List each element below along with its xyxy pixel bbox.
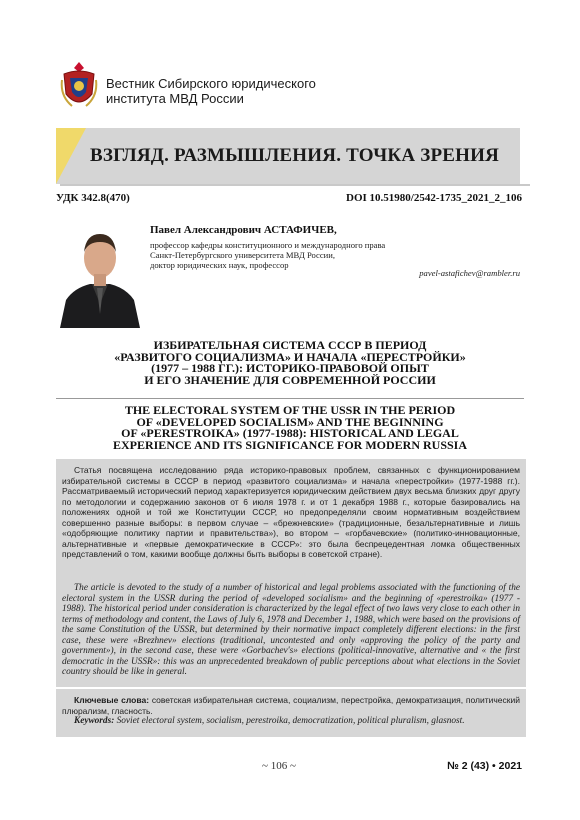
- author-affiliation-line: Санкт-Петербургского университета МВД России,: [150, 250, 336, 260]
- journal-title-line2: института МВД России: [106, 91, 244, 106]
- keywords-ru: [62, 695, 520, 716]
- title-ru-line: И ЕГО ЗНАЧЕНИЕ ДЛЯ СОВРЕМЕННОЙ РОССИИ: [144, 372, 436, 387]
- title-en-line: OF «DEVELOPED SOCIALISM» AND THE BEGINNING: [136, 414, 444, 429]
- author-name: Павел Александрович АСТАФИЧЕВ,: [150, 224, 337, 236]
- abstract-en: The article is devoted to the study of a number of historical and legal problems associated with the functioning of the electoral system in the USSR during the period of «developed socialism» and the beginning of «perestroika» (1977 - 1988). The historical period under consideration is characterized by the legal effect of two laws very close to each other in terms of methodology and content, the Laws of July 6, 1978 and December 1, 1988, which were based on the provisions of the same Constitution of the USSR, but determined by their normative impact completely different elections: in the first case, these were «Brezhnev» elections (traditional, uncontested and only «approving the policy of the party and government»), in the second case, these were «Gorbachev's» elections (political-innovative, alternative and « the first democratic in the USSR»: this was an unprecedented breakdown of public perceptions about what elections in the Soviet country should be like in general.: [62, 583, 520, 677]
- author-photo: [56, 218, 144, 328]
- keywords-ru-label: Ключевые слова:: [74, 695, 150, 705]
- banner-divider: [60, 184, 530, 186]
- journal-title-line1: Вестник Сибирского юридического: [106, 76, 316, 91]
- title-divider: [56, 398, 524, 399]
- keywords-en-text: Soviet electoral system, socialism, perestroika, democratization, political pluralism, glasnost.: [114, 716, 465, 726]
- udc-code: УДК 342.8(470): [56, 192, 130, 204]
- title-ru-line: «РАЗВИТОГО СОЦИАЛИЗМА» И НАЧАЛА «ПЕРЕСТРОЙКИ»: [114, 349, 466, 364]
- keywords-ru-text: советская избирательная система, социализм, перестройка, демократизация, политический плюрализм, гласность.: [62, 695, 520, 716]
- title-ru-line: ИЗБИРАТЕЛЬНАЯ СИСТЕМА СССР В ПЕРИОД: [153, 338, 427, 352]
- banner-accent: [56, 128, 86, 184]
- author-email[interactable]: pavel-astafichev@rambler.ru: [419, 268, 520, 278]
- abstract-ru: Статья посвящена исследованию ряда историко-правовых проблем, связанных с функционированием избирательной системы в СССР в период «развитого социализма» и начала «перестройки» (1977-1988 гг.). Рассматриваемый исторический период характеризуется юридическим действием двух весьма близких друг другу по методологии и содержанию законов от 6 июля 1978 г. и от 1 декабря 1988 г., которые базировались на положениях одной и той же Конституции СССР, но предопределяли своим нормативным воздействием совершенно разные выборы: в первом случае – «брежневские» (традиционные, безальтернативные и лишь «одобряющие политику партии и правительства»), во втором – «горбачевские» (политико-инновационные, альтернативные и «первые демократические в СССР»: это была беспрецедентная ломка общественных представлений о том, какими вообще должны быть выборы в советской стране).: [62, 465, 520, 559]
- title-en-line: EXPERIENCE AND ITS SIGNIFICANCE FOR MODERN RUSSIA: [112, 437, 468, 452]
- issue-number: № 2 (43) • 2021: [447, 760, 522, 772]
- author-affiliation-line: профессор кафедры конституционного и международного права: [150, 240, 386, 250]
- page-number: ~ 106 ~: [262, 760, 296, 772]
- section-title: ВЗГЛЯД. РАЗМЫШЛЕНИЯ. ТОЧКА ЗРЕНИЯ: [90, 145, 499, 166]
- title-ru-line: (1977 – 1988 ГГ.): ИСТОРИКО-ПРАВОВОЙ ОПЫТ: [151, 361, 429, 375]
- title-en-line: THE ELECTORAL SYSTEM OF THE USSR IN THE PERIOD: [124, 403, 456, 417]
- article-title-en: [56, 405, 524, 451]
- keywords-en-label: Keywords:: [74, 716, 115, 726]
- article-title-ru: [56, 340, 524, 386]
- author-affiliation-line: доктор юридических наук, профессор: [150, 260, 289, 270]
- journal-title: [106, 76, 316, 106]
- police-emblem-icon: [60, 60, 98, 112]
- title-en-line: OF «PERESTROIKA» (1977-1988): HISTORICAL AND LEGAL: [121, 426, 459, 440]
- keywords-en: [62, 716, 520, 727]
- doi[interactable]: DOI 10.51980/2542-1735_2021_2_106: [346, 192, 522, 204]
